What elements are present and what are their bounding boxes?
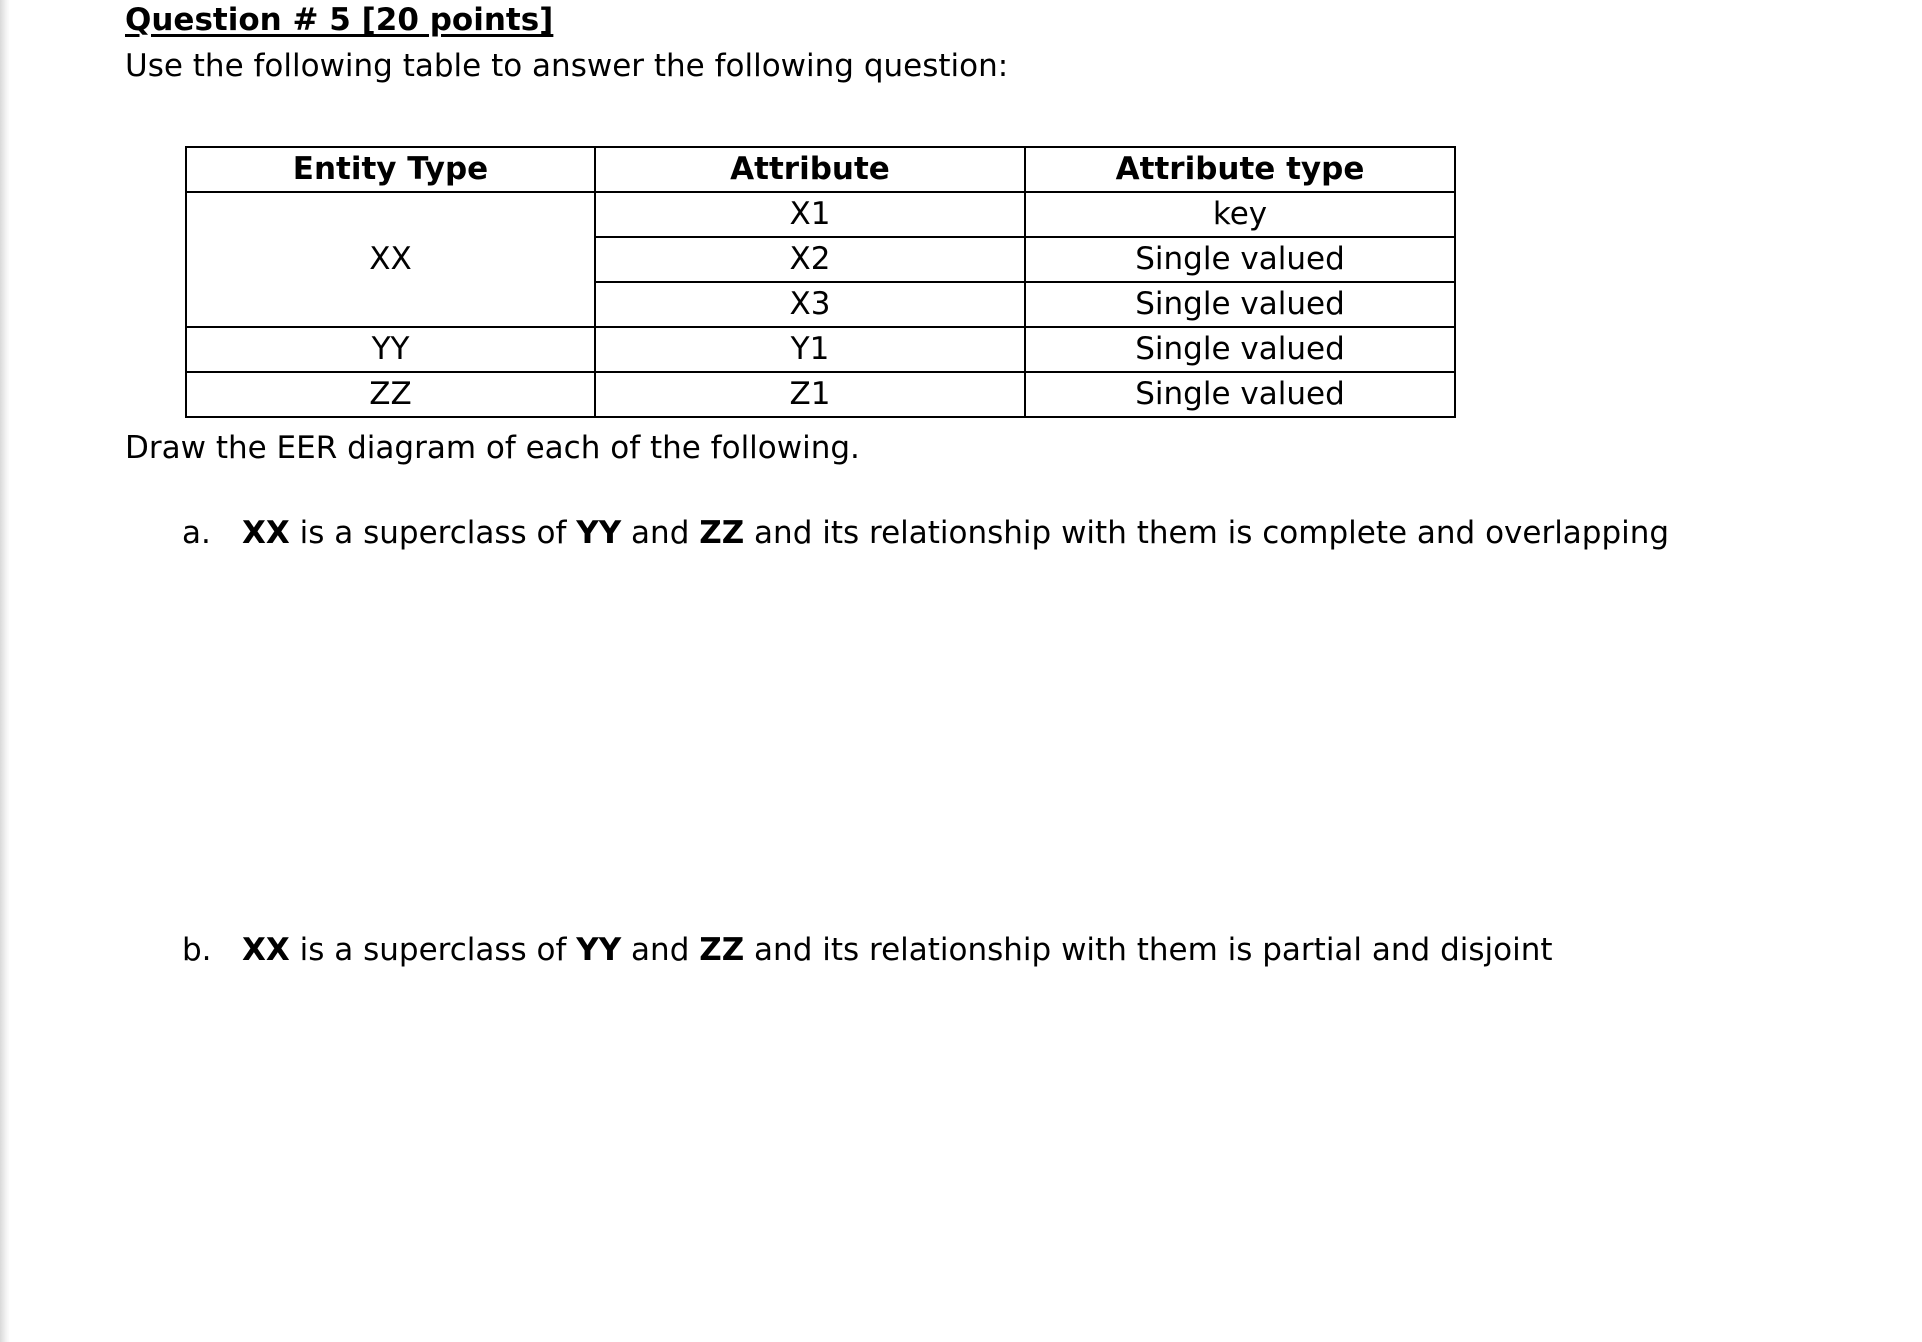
table-row bbox=[186, 372, 1455, 417]
instruction-text: Draw the EER diagram of each of the following. bbox=[125, 430, 860, 466]
superclass-name: XX bbox=[242, 932, 290, 968]
item-text: and its relationship with them is complete and overlapping bbox=[744, 515, 1670, 551]
item-text: and bbox=[621, 932, 700, 968]
item-text: and bbox=[621, 515, 700, 551]
entity-cell-xx: XX bbox=[186, 192, 595, 327]
item-text: and its relationship with them is partial and disjoint bbox=[744, 932, 1553, 968]
attribute-type-cell: Single valued bbox=[1025, 327, 1455, 372]
attribute-cell: X1 bbox=[595, 192, 1025, 237]
item-text: is a superclass of bbox=[289, 515, 577, 551]
item-marker: a. bbox=[182, 515, 211, 551]
attribute-cell: Z1 bbox=[595, 372, 1025, 417]
attribute-cell: X2 bbox=[595, 237, 1025, 282]
question-item-b bbox=[182, 932, 1553, 968]
entity-cell-zz: ZZ bbox=[186, 372, 595, 417]
item-text: is a superclass of bbox=[289, 932, 577, 968]
question-item-a bbox=[182, 515, 1669, 551]
header-attribute-type: Attribute type bbox=[1025, 147, 1455, 192]
subclass-name: ZZ bbox=[699, 932, 745, 968]
attribute-type-cell: Single valued bbox=[1025, 372, 1455, 417]
superclass-name: XX bbox=[242, 515, 290, 551]
attribute-type-cell: Single valued bbox=[1025, 237, 1455, 282]
header-attribute: Attribute bbox=[595, 147, 1025, 192]
table-header-row bbox=[186, 147, 1455, 192]
entity-cell-yy: YY bbox=[186, 327, 595, 372]
table-row bbox=[186, 327, 1455, 372]
header-entity-type: Entity Type bbox=[186, 147, 595, 192]
subclass-name: ZZ bbox=[699, 515, 745, 551]
question-title: Question # 5 [20 points] bbox=[125, 2, 554, 38]
subclass-name: YY bbox=[576, 515, 622, 551]
attribute-table bbox=[185, 146, 1456, 418]
subclass-name: YY bbox=[576, 932, 622, 968]
item-marker: b. bbox=[182, 932, 212, 968]
attribute-type-cell: Single valued bbox=[1025, 282, 1455, 327]
table-row bbox=[186, 192, 1455, 237]
attribute-cell: Y1 bbox=[595, 327, 1025, 372]
question-intro: Use the following table to answer the following question: bbox=[125, 48, 1009, 84]
attribute-type-cell: key bbox=[1025, 192, 1455, 237]
attribute-cell: X3 bbox=[595, 282, 1025, 327]
